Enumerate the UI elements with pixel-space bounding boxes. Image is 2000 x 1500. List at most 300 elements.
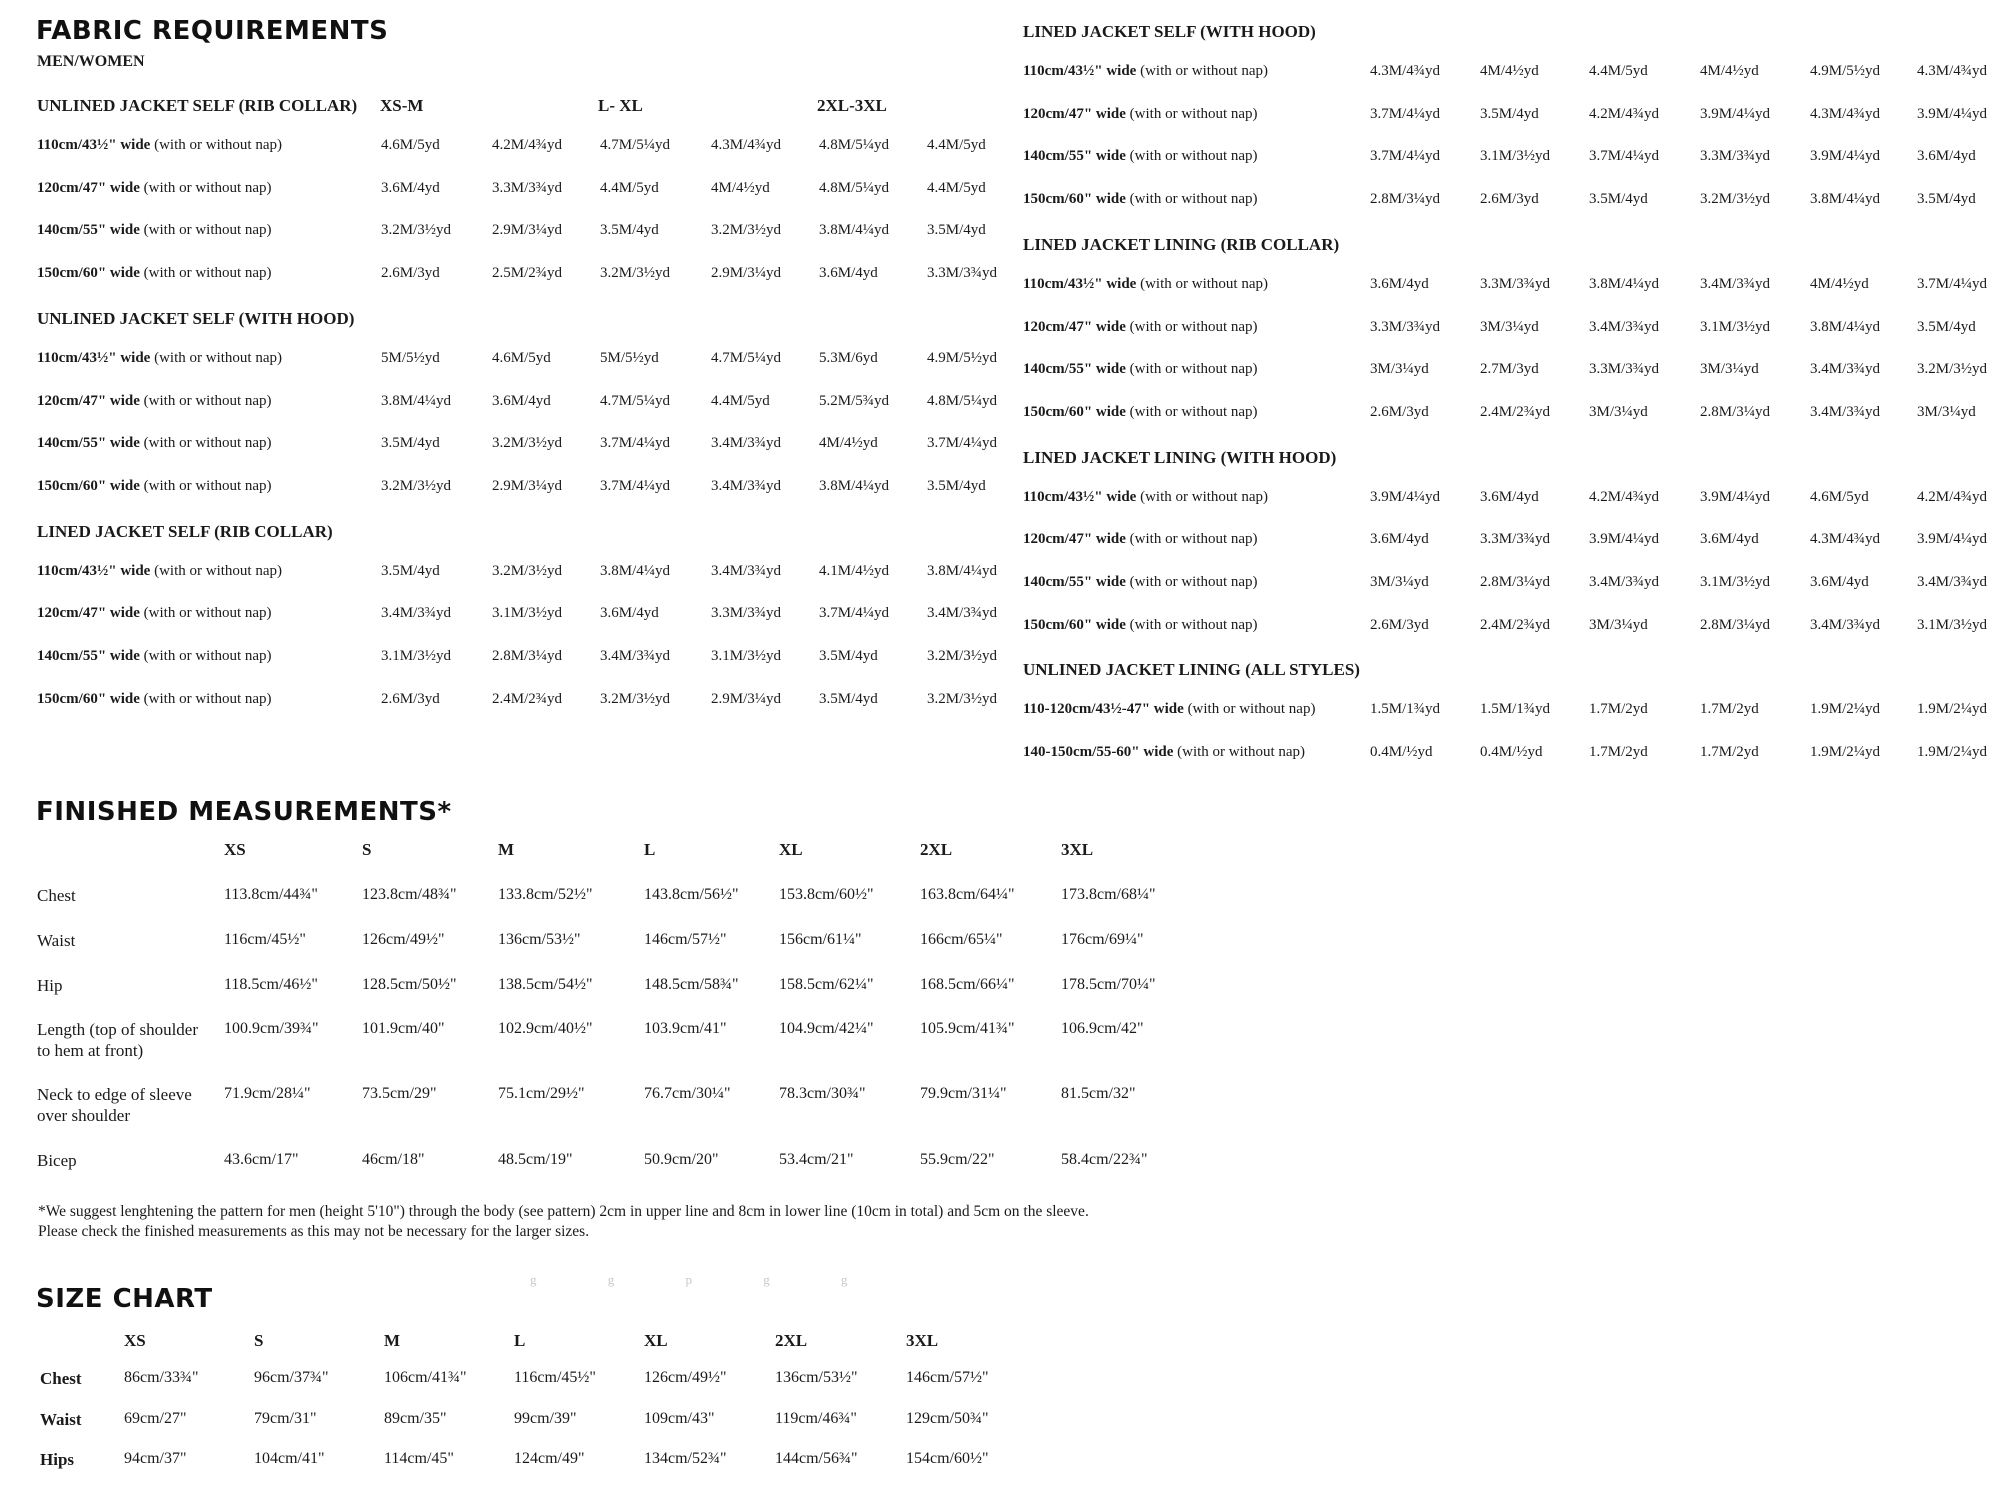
measurement-label: Bicep <box>37 1151 77 1170</box>
yardage-cell: 4.8M/5¼yd <box>819 179 890 196</box>
measurement-value: 126cm/49½" <box>362 931 445 948</box>
yardage-cell: 3.5M/4yd <box>927 477 986 494</box>
yardage-cell: 3.6M/4yd <box>1917 148 1976 165</box>
yardage-cell: 3.3M/3¾yd <box>1370 318 1441 335</box>
measurement-value: 163.8cm/64¼" <box>920 886 1015 903</box>
yardage-cell: 2.4M/2¾yd <box>1480 616 1551 633</box>
fabric-width-label <box>1023 148 1258 165</box>
yardage-cell: 4M/4½yd <box>819 435 878 452</box>
yardage-cell: 2.8M/3¼yd <box>1370 191 1441 208</box>
yardage-cell: 1.9M/2¼yd <box>1810 701 1881 718</box>
yardage-cell: 5M/5½yd <box>381 349 440 366</box>
measurement-value: 153.8cm/60½" <box>779 886 874 903</box>
yardage-cell: 3.2M/3½yd <box>600 265 671 282</box>
yardage-cell: 4.7M/5¼yd <box>600 392 671 409</box>
fabric-width: 150cm/60" wide <box>1023 191 1126 208</box>
yardage-cell: 5.2M/5¾yd <box>819 392 890 409</box>
measurement-value: 106.9cm/42" <box>1061 1020 1144 1037</box>
fabric-width: 140cm/55" wide <box>37 435 140 452</box>
yardage-cell: 3.8M/4¼yd <box>819 222 890 239</box>
yardage-cell: 4.4M/5yd <box>600 179 659 196</box>
yardage-cell: 1.7M/2yd <box>1589 701 1648 718</box>
yardage-cell: 2.6M/3yd <box>381 690 440 707</box>
body-measurement-label: Chest <box>40 1369 82 1388</box>
yardage-cell: 4.9M/5½yd <box>927 349 998 366</box>
fabric-requirements-title: FABRIC REQUIREMENTS <box>36 16 389 46</box>
fabric-width-label <box>1023 574 1258 591</box>
yardage-cell: 1.7M/2yd <box>1700 744 1759 761</box>
yardage-cell: 2.9M/3¼yd <box>711 690 782 707</box>
yardage-cell: 3.4M/3¾yd <box>711 562 782 579</box>
yardage-cell: 3.2M/3½yd <box>1917 361 1988 378</box>
fabric-width-label <box>1023 531 1258 548</box>
yardage-cell: 3.7M/4¼yd <box>1589 148 1660 165</box>
yardage-cell: 4.3M/4¾yd <box>1917 63 1988 79</box>
yardage-cell: 3.6M/4yd <box>1810 574 1869 590</box>
yardage-cell: 3.9M/4¼yd <box>1700 488 1771 505</box>
measurement-label: Neck to edge of sleeve over shoulder <box>37 1085 192 1125</box>
yardage-cell: 3.3M/3¾yd <box>927 265 998 282</box>
body-measurement-value: 104cm/41" <box>254 1450 325 1467</box>
measurement-value: 133.8cm/52½" <box>498 886 593 903</box>
yardage-cell: 3.2M/3½yd <box>492 435 563 452</box>
body-measurement-value: 99cm/39" <box>514 1410 577 1427</box>
yardage-cell: 3.4M/3¾yd <box>1810 616 1881 633</box>
section-title: UNLINED JACKET LINING (ALL STYLES) <box>1023 660 1360 680</box>
yardage-cell: 3.3M/3¾yd <box>711 605 782 622</box>
body-measurement-label: Hips <box>40 1450 75 1469</box>
yardage-cell: 2.8M/3¼yd <box>492 648 563 664</box>
yardage-cell: 0.4M/½yd <box>1370 744 1433 761</box>
yardage-cell: 2.8M/3¼yd <box>1480 574 1551 590</box>
yardage-cell: 1.5M/1¾yd <box>1370 701 1441 718</box>
section-title: LINED JACKET LINING (RIB COLLAR) <box>1023 234 1340 254</box>
section-title: UNLINED JACKET SELF (WITH HOOD) <box>37 308 355 328</box>
body-measurement-value: 96cm/37¾" <box>254 1369 329 1386</box>
nap-note: (with or without nap) <box>1125 148 1258 165</box>
nap-note: (with or without nap) <box>1125 191 1258 208</box>
body-measurement-value: 124cm/49" <box>514 1450 585 1467</box>
measurement-value: 104.9cm/42¼" <box>779 1020 874 1037</box>
measurement-label: Length (top of shoulder to hem at front) <box>37 1020 198 1060</box>
yardage-cell: 3.3M/3¾yd <box>1480 531 1551 548</box>
fabric-width: 110cm/43½" wide <box>1023 488 1137 505</box>
fabric-width: 110-120cm/43½-47" wide <box>1023 701 1184 718</box>
yardage-cell: 4.1M/4½yd <box>819 562 890 579</box>
size-header: S <box>362 840 372 859</box>
fabric-subtitle: MEN/WOMEN <box>37 53 145 70</box>
yardage-cell: 3.4M/3¾yd <box>1589 574 1660 590</box>
nap-note: (with or without nap) <box>139 648 272 664</box>
yardage-cell: 3.1M/3½yd <box>711 648 782 664</box>
measurement-value: 58.4cm/22¾" <box>1061 1151 1148 1168</box>
nap-note: (with or without nap) <box>150 137 282 153</box>
nap-note: (with or without nap) <box>1173 744 1306 761</box>
fabric-width: 150cm/60" wide <box>1023 616 1126 633</box>
size-header: 2XL <box>775 1331 808 1350</box>
yardage-cell: 3.5M/4yd <box>819 648 878 664</box>
fabric-width: 120cm/47" wide <box>37 392 140 409</box>
yardage-cell: 3.9M/4¼yd <box>1917 531 1988 548</box>
yardage-cell: 3.4M/3¾yd <box>1810 361 1881 378</box>
nap-note: (with or without nap) <box>1136 488 1268 505</box>
yardage-cell: 4.3M/4¾yd <box>1810 531 1881 548</box>
yardage-cell: 4.4M/5yd <box>927 179 986 196</box>
yardage-cell: 3.5M/4yd <box>1917 318 1976 335</box>
fabric-width: 140cm/55" wide <box>37 222 140 239</box>
fabric-width-label <box>37 435 272 452</box>
body-measurement-value: 126cm/49½" <box>644 1369 727 1386</box>
body-measurement-value: 136cm/53½" <box>775 1369 858 1386</box>
yardage-cell: 4M/4½yd <box>1810 275 1869 292</box>
yardage-cell: 3.7M/4¼yd <box>600 477 671 494</box>
fabric-width: 110cm/43½" wide <box>37 137 151 153</box>
fabric-width: 150cm/60" wide <box>37 265 140 282</box>
fabric-width: 110cm/43½" wide <box>1023 275 1137 292</box>
measurement-value: 73.5cm/29" <box>362 1085 437 1102</box>
yardage-cell: 3.6M/4yd <box>600 605 659 622</box>
yardage-cell: 3.8M/4¼yd <box>819 477 890 494</box>
yardage-cell: 3.2M/3½yd <box>600 690 671 707</box>
body-measurement-value: 116cm/45½" <box>514 1369 596 1386</box>
yardage-cell: 3.1M/3½yd <box>1700 318 1771 335</box>
measurement-value: 76.7cm/30¼" <box>644 1085 731 1102</box>
yardage-cell: 4.9M/5½yd <box>1810 63 1881 79</box>
yardage-cell: 3.4M/3¾yd <box>1917 574 1988 590</box>
nap-note: (with or without nap) <box>150 349 282 366</box>
yardage-cell: 3.2M/3½yd <box>381 477 452 494</box>
yardage-cell: 4.6M/5yd <box>1810 488 1869 505</box>
yardage-cell: 3.5M/4yd <box>600 222 659 239</box>
fabric-width-label <box>37 265 272 282</box>
measurement-value: 128.5cm/50½" <box>362 976 457 993</box>
body-measurement-value: 134cm/52¾" <box>644 1450 727 1467</box>
fabric-width: 120cm/47" wide <box>1023 105 1126 122</box>
fabric-width-label <box>1023 617 1258 634</box>
measurement-value: 173.8cm/68¼" <box>1061 886 1156 903</box>
measurement-value: 116cm/45½" <box>224 931 306 948</box>
yardage-cell: 1.7M/2yd <box>1589 744 1648 761</box>
nap-note: (with or without nap) <box>139 690 272 707</box>
measurement-value: 138.5cm/54½" <box>498 976 593 993</box>
finished-measurements-title: FINISHED MEASUREMENTS* <box>36 797 452 827</box>
yardage-cell: 1.5M/1¾yd <box>1480 701 1551 718</box>
measurement-label: Hip <box>37 976 63 995</box>
fabric-width: 150cm/60" wide <box>37 690 140 707</box>
fabric-width: 140cm/55" wide <box>37 648 140 664</box>
size-header: M <box>498 840 515 859</box>
yardage-cell: 3.2M/3½yd <box>927 648 998 664</box>
measurement-label: Waist <box>37 931 76 950</box>
yardage-cell: 3.5M/4yd <box>819 690 878 707</box>
yardage-cell: 4.6M/5yd <box>492 349 551 366</box>
yardage-cell: 2.5M/2¾yd <box>492 265 563 282</box>
nap-note: (with or without nap) <box>1136 63 1268 79</box>
yardage-cell: 4.7M/5¼yd <box>600 137 671 153</box>
yardage-cell: 5M/5½yd <box>600 349 659 366</box>
fabric-width-label <box>1023 489 1268 506</box>
body-measurement-value: 94cm/37" <box>124 1450 187 1467</box>
nap-note: (with or without nap) <box>139 222 272 239</box>
fabric-width-label <box>37 350 282 367</box>
yardage-cell: 3.6M/4yd <box>492 392 551 409</box>
yardage-cell: 4M/4½yd <box>1700 63 1759 79</box>
measurement-value: 50.9cm/20" <box>644 1151 719 1168</box>
yardage-cell: 3.5M/4yd <box>381 435 440 452</box>
measurement-value: 101.9cm/40" <box>362 1020 445 1037</box>
yardage-cell: 4.2M/4¾yd <box>492 137 563 153</box>
yardage-cell: 3M/3¼yd <box>1589 403 1648 420</box>
fabric-width: 150cm/60" wide <box>1023 403 1126 420</box>
body-measurement-value: 129cm/50¾" <box>906 1410 989 1427</box>
bleed-through-text: g g p g g <box>530 1272 882 1287</box>
yardage-cell: 1.9M/2¼yd <box>1917 701 1988 718</box>
measurement-value: 118.5cm/46½" <box>224 976 318 993</box>
yardage-cell: 4.4M/5yd <box>711 392 770 409</box>
nap-note: (with or without nap) <box>1183 701 1316 718</box>
fabric-width: 110cm/43½" wide <box>37 349 151 366</box>
section-title: LINED JACKET SELF (RIB COLLAR) <box>37 521 333 541</box>
fabric-width: 140cm/55" wide <box>1023 148 1126 165</box>
measurement-value: 78.3cm/30¾" <box>779 1085 866 1102</box>
yardage-cell: 3.8M/4¼yd <box>1589 275 1660 292</box>
yardage-cell: 3.8M/4¼yd <box>1810 191 1881 208</box>
nap-note: (with or without nap) <box>139 265 272 282</box>
yardage-cell: 4.2M/4¾yd <box>1589 488 1660 505</box>
size-header: L <box>644 840 656 859</box>
yardage-cell: 3.4M/3¾yd <box>927 605 998 622</box>
fabric-width: 140cm/55" wide <box>1023 361 1126 378</box>
yardage-cell: 3.2M/3½yd <box>1700 191 1771 208</box>
measurement-value: 43.6cm/17" <box>224 1151 299 1168</box>
nap-note: (with or without nap) <box>1125 318 1258 335</box>
yardage-cell: 4.3M/4¾yd <box>711 137 782 153</box>
nap-note: (with or without nap) <box>139 392 272 409</box>
yardage-cell: 3M/3¼yd <box>1370 361 1429 378</box>
body-measurement-value: 146cm/57½" <box>906 1369 989 1386</box>
yardage-cell: 4.2M/4¾yd <box>1589 105 1660 122</box>
nap-note: (with or without nap) <box>1125 574 1258 590</box>
yardage-cell: 3.1M/3½yd <box>381 648 452 664</box>
fabric-width: 140cm/55" wide <box>1023 574 1126 590</box>
yardage-cell: 3.3M/3¾yd <box>1589 361 1660 378</box>
measurement-value: 100.9cm/39¾" <box>224 1020 319 1037</box>
fabric-width-label <box>1023 744 1305 761</box>
section-title: UNLINED JACKET SELF (RIB COLLAR) <box>37 96 358 115</box>
measurement-value: 156cm/61¼" <box>779 931 862 948</box>
measurement-value: 105.9cm/41¾" <box>920 1020 1015 1037</box>
yardage-cell: 3.1M/3½yd <box>1917 616 1988 633</box>
fabric-width-label <box>1023 404 1258 421</box>
body-measurement-value: 79cm/31" <box>254 1410 317 1427</box>
size-header: 3XL <box>1061 840 1094 859</box>
measurement-value: 168.5cm/66¼" <box>920 976 1015 993</box>
yardage-cell: 3.7M/4¼yd <box>1370 105 1441 122</box>
yardage-cell: 3M/3¼yd <box>1700 361 1759 378</box>
fabric-width-label <box>1023 63 1268 80</box>
measurement-value: 102.9cm/40½" <box>498 1020 593 1037</box>
yardage-cell: 3.5M/4yd <box>927 222 986 239</box>
yardage-cell: 3.5M/4yd <box>1917 191 1976 208</box>
fabric-width-label <box>37 180 272 197</box>
body-measurement-value: 106cm/41¾" <box>384 1369 467 1386</box>
yardage-cell: 3.5M/4yd <box>381 562 440 579</box>
fabric-width: 120cm/47" wide <box>1023 531 1126 548</box>
fabric-width: 120cm/47" wide <box>37 179 140 196</box>
measurement-value: 166cm/65¼" <box>920 931 1003 948</box>
size-header: XL <box>644 1331 668 1350</box>
yardage-cell: 3.6M/4yd <box>819 265 878 282</box>
yardage-cell: 3.6M/4yd <box>1480 488 1539 505</box>
measurement-value: 148.5cm/58¾" <box>644 976 739 993</box>
yardage-cell: 3.3M/3¾yd <box>1480 275 1551 292</box>
yardage-cell: 3.8M/4¼yd <box>1810 318 1881 335</box>
nap-note: (with or without nap) <box>150 562 282 579</box>
yardage-cell: 0.4M/½yd <box>1480 744 1543 761</box>
footnote-line-1: *We suggest lenghtening the pattern for men (height 5'10") through the body (see pattern) 2cm in upper line and 8cm in lower line (10cm in total) and 5cm on the sleeve. <box>38 1203 1089 1220</box>
yardage-cell: 3M/3¼yd <box>1589 616 1648 633</box>
fabric-width: 140-150cm/55-60" wide <box>1023 744 1174 761</box>
nap-note: (with or without nap) <box>1125 531 1258 548</box>
yardage-cell: 4.6M/5yd <box>381 137 440 153</box>
measurement-value: 146cm/57½" <box>644 931 727 948</box>
fabric-width: 120cm/47" wide <box>37 605 140 622</box>
measurement-value: 113.8cm/44¾" <box>224 886 318 903</box>
body-measurement-value: 89cm/35" <box>384 1410 447 1427</box>
fabric-width-label <box>1023 106 1258 123</box>
yardage-cell: 3.1M/3½yd <box>1700 574 1771 590</box>
yardage-cell: 3.3M/3¾yd <box>492 179 563 196</box>
fabric-width-label <box>37 648 272 665</box>
section-title: LINED JACKET SELF (WITH HOOD) <box>1023 22 1316 41</box>
body-measurement-value: 69cm/27" <box>124 1410 187 1427</box>
yardage-cell: 3.6M/4yd <box>381 179 440 196</box>
measurement-value: 46cm/18" <box>362 1151 425 1168</box>
fabric-width-label <box>1023 361 1258 378</box>
yardage-cell: 4.7M/5¼yd <box>711 349 782 366</box>
yardage-cell: 1.9M/2¼yd <box>1810 744 1881 761</box>
yardage-cell: 3.9M/4¼yd <box>1700 105 1771 122</box>
fabric-width-label <box>37 563 282 580</box>
size-header: XS <box>124 1331 146 1350</box>
measurement-value: 75.1cm/29½" <box>498 1085 585 1102</box>
nap-note: (with or without nap) <box>139 477 272 494</box>
measurement-value: 79.9cm/31¼" <box>920 1085 1007 1102</box>
fabric-width-label <box>1023 319 1258 336</box>
measurement-value: 176cm/69¼" <box>1061 931 1144 948</box>
size-header-xs-m: XS-M <box>380 96 424 115</box>
yardage-cell: 3.2M/3½yd <box>927 690 998 707</box>
nap-note: (with or without nap) <box>1136 275 1268 292</box>
fabric-width-label <box>37 605 272 622</box>
yardage-cell: 3.9M/4¼yd <box>1917 105 1988 122</box>
measurement-value: 158.5cm/62¼" <box>779 976 874 993</box>
yardage-cell: 3.4M/3¾yd <box>1700 275 1771 292</box>
yardage-cell: 3.1M/3½yd <box>1480 148 1551 165</box>
yardage-cell: 3.3M/3¾yd <box>1700 148 1771 165</box>
yardage-cell: 4.8M/5¼yd <box>819 137 890 153</box>
yardage-cell: 2.6M/3yd <box>1480 191 1539 208</box>
measurement-label: Chest <box>37 886 76 905</box>
yardage-cell: 3M/3¼yd <box>1480 318 1539 335</box>
yardage-cell: 3.2M/3½yd <box>711 222 782 239</box>
fabric-width: 110cm/43½" wide <box>37 562 151 579</box>
yardage-cell: 3M/3¼yd <box>1917 403 1976 420</box>
body-measurement-value: 109cm/43" <box>644 1410 715 1427</box>
yardage-cell: 3.9M/4¼yd <box>1589 531 1660 548</box>
yardage-cell: 4.4M/5yd <box>927 137 986 153</box>
yardage-cell: 3.4M/3¾yd <box>1589 318 1660 335</box>
nap-note: (with or without nap) <box>1125 403 1258 420</box>
yardage-cell: 3.7M/4¼yd <box>600 435 671 452</box>
body-measurement-value: 114cm/45" <box>384 1450 454 1467</box>
body-measurement-label: Waist <box>40 1410 82 1429</box>
fabric-width-label <box>37 222 272 239</box>
body-measurement-value: 86cm/33¾" <box>124 1369 199 1386</box>
size-header-l-xl: L- XL <box>598 96 643 115</box>
footnote-line-2: Please check the finished measurements as this may not be necessary for the larger sizes. <box>38 1223 590 1240</box>
fabric-width: 150cm/60" wide <box>37 477 140 494</box>
yardage-cell: 3.4M/3¾yd <box>600 648 671 664</box>
size-header: 3XL <box>906 1331 939 1350</box>
nap-note: (with or without nap) <box>1125 361 1258 378</box>
yardage-cell: 3.4M/3¾yd <box>711 477 782 494</box>
fabric-width-label <box>37 691 272 708</box>
nap-note: (with or without nap) <box>1125 105 1258 122</box>
yardage-cell: 3.4M/3¾yd <box>711 435 782 452</box>
yardage-cell: 4.2M/4¾yd <box>1917 488 1988 505</box>
yardage-cell: 3.5M/4yd <box>1480 105 1539 122</box>
yardage-cell: 4.3M/4¾yd <box>1370 63 1441 79</box>
measurement-value: 55.9cm/22" <box>920 1151 995 1168</box>
yardage-cell: 4.3M/4¾yd <box>1810 105 1881 122</box>
fabric-width-label <box>1023 701 1315 718</box>
measurement-value: 143.8cm/56½" <box>644 886 739 903</box>
yardage-cell: 4.8M/5¼yd <box>927 392 998 409</box>
nap-note: (with or without nap) <box>139 605 272 622</box>
nap-note: (with or without nap) <box>139 179 272 196</box>
nap-note: (with or without nap) <box>1125 616 1258 633</box>
fabric-width-label <box>37 137 282 154</box>
yardage-cell: 2.6M/3yd <box>381 265 440 282</box>
yardage-cell: 3.6M/4yd <box>1700 531 1759 548</box>
yardage-cell: 4.4M/5yd <box>1589 63 1648 79</box>
yardage-cell: 3.9M/4¼yd <box>1370 488 1441 505</box>
yardage-cell: 3.8M/4¼yd <box>381 392 452 409</box>
yardage-cell: 2.4M/2¾yd <box>1480 403 1551 420</box>
yardage-cell: 3.6M/4yd <box>1370 275 1429 292</box>
size-header: XS <box>224 840 246 859</box>
size-header: 2XL <box>920 840 953 859</box>
measurement-value: 48.5cm/19" <box>498 1151 573 1168</box>
nap-note: (with or without nap) <box>139 435 272 452</box>
size-header: S <box>254 1331 264 1350</box>
fabric-width-label <box>1023 191 1258 208</box>
yardage-cell: 3M/3¼yd <box>1370 574 1429 590</box>
yardage-cell: 3.8M/4¼yd <box>927 562 998 579</box>
fabric-width-label <box>1023 276 1268 293</box>
measurement-value: 136cm/53½" <box>498 931 581 948</box>
yardage-cell: 1.9M/2¼yd <box>1917 744 1988 761</box>
yardage-cell: 3.9M/4¼yd <box>1810 148 1881 165</box>
yardage-cell: 2.6M/3yd <box>1370 403 1429 420</box>
measurement-value: 71.9cm/28¼" <box>224 1085 311 1102</box>
measurement-value: 123.8cm/48¾" <box>362 886 457 903</box>
yardage-cell: 3.1M/3½yd <box>492 605 563 622</box>
size-header: M <box>384 1331 401 1350</box>
yardage-cell: 3.8M/4¼yd <box>600 562 671 579</box>
yardage-cell: 2.9M/3¼yd <box>711 265 782 282</box>
